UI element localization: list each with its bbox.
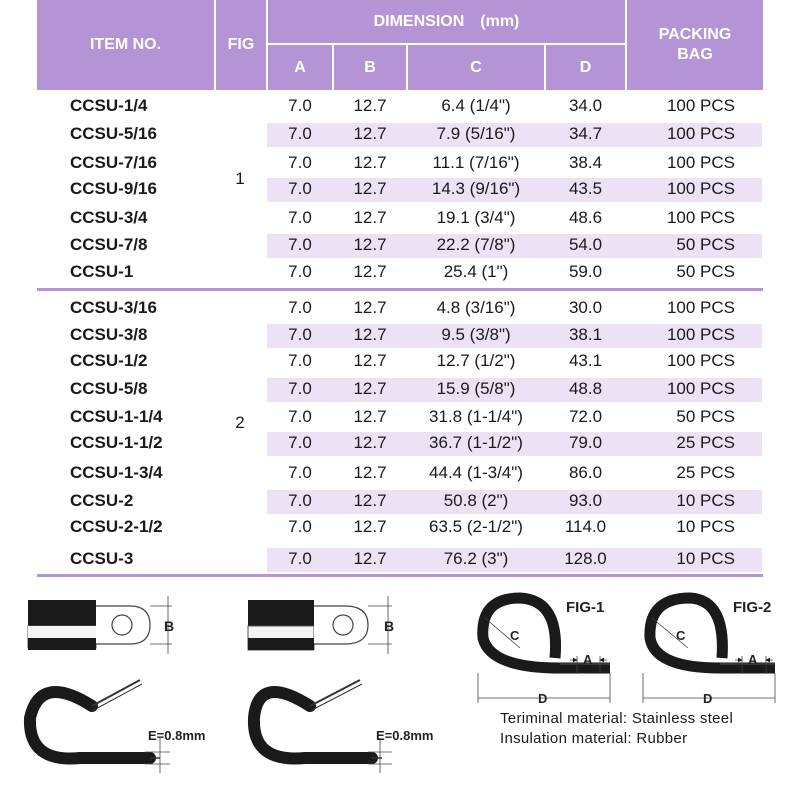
a-cell: 7.0 bbox=[288, 235, 312, 254]
header-b: B bbox=[334, 45, 406, 90]
d-cell: 48.6 bbox=[568, 208, 603, 227]
item-no-cell: CCSU-3 bbox=[70, 549, 134, 568]
fig2-label-a: A bbox=[748, 652, 758, 667]
a-cell: 7.0 bbox=[288, 549, 312, 568]
d-cell: 86.0 bbox=[568, 463, 603, 482]
d-cell: 114.0 bbox=[564, 517, 607, 536]
item-no-cell: CCSU-7/16 bbox=[70, 153, 157, 172]
c-cell: 7.9 (5/16") bbox=[436, 124, 516, 143]
d-cell: 30.0 bbox=[568, 298, 603, 317]
pack-cell: 100 PCS bbox=[666, 298, 735, 317]
b-cell: 12.7 bbox=[353, 179, 387, 198]
a-cell: 7.0 bbox=[288, 517, 312, 536]
a-cell: 7.0 bbox=[288, 153, 312, 172]
header-packing-bag: PACKING BAG bbox=[627, 0, 763, 90]
d-cell: 72.0 bbox=[568, 407, 603, 426]
c-cell: 12.7 (1/2") bbox=[436, 351, 516, 370]
item-no-cell: CCSU-1 bbox=[70, 262, 134, 281]
item-no-cell: CCSU-2-1/2 bbox=[70, 517, 163, 536]
fig2-label: FIG-2 bbox=[733, 599, 772, 616]
a-cell: 7.0 bbox=[288, 463, 312, 482]
diagram-label-b-2: B bbox=[384, 618, 395, 634]
c-cell: 22.2 (7/8") bbox=[436, 235, 516, 254]
b-cell: 12.7 bbox=[353, 517, 387, 536]
header-a: A bbox=[268, 45, 332, 90]
fig1-diagram bbox=[478, 598, 610, 706]
item-no-cell: CCSU-1-1/2 bbox=[70, 433, 163, 452]
b-cell: 12.7 bbox=[353, 96, 387, 115]
c-cell: 63.5 (2-1/2") bbox=[429, 517, 523, 536]
a-cell: 7.0 bbox=[288, 208, 312, 227]
pack-cell: 50 PCS bbox=[676, 262, 735, 281]
fig2-label-c: C bbox=[676, 628, 686, 643]
header-c: C bbox=[408, 45, 544, 90]
a-cell: 7.0 bbox=[288, 351, 312, 370]
pack-cell: 100 PCS bbox=[666, 379, 735, 398]
d-cell: 59.0 bbox=[568, 262, 603, 281]
pack-cell: 10 PCS bbox=[676, 549, 735, 568]
pack-cell: 100 PCS bbox=[666, 124, 735, 143]
c-cell: 44.4 (1-3/4") bbox=[429, 463, 523, 482]
c-cell: 31.8 (1-1/4") bbox=[429, 407, 523, 426]
fig1-label: FIG-1 bbox=[566, 599, 605, 616]
header-item-no: ITEM NO. bbox=[37, 0, 214, 90]
d-cell: 34.7 bbox=[568, 124, 603, 143]
pack-cell: 50 PCS bbox=[676, 235, 735, 254]
a-cell: 7.0 bbox=[288, 433, 312, 452]
c-cell: 19.1 (3/4") bbox=[436, 208, 516, 227]
group-separator bbox=[37, 288, 763, 291]
header-d: D bbox=[546, 45, 625, 90]
diagram-label-e-2: E=0.8mm bbox=[376, 728, 434, 743]
d-cell: 34.0 bbox=[568, 96, 603, 115]
b-cell: 12.7 bbox=[353, 351, 387, 370]
d-cell: 79.0 bbox=[568, 433, 603, 452]
a-cell: 7.0 bbox=[288, 379, 312, 398]
fig-number: 2 bbox=[235, 413, 245, 432]
item-no-cell: CCSU-5/8 bbox=[70, 379, 148, 398]
item-no-cell: CCSU-3/8 bbox=[70, 325, 148, 344]
b-cell: 12.7 bbox=[353, 124, 387, 143]
diagram-label-b-1: B bbox=[164, 618, 175, 634]
b-cell: 12.7 bbox=[353, 262, 387, 281]
fig1-label-c: C bbox=[510, 628, 520, 643]
clamp-diagrams bbox=[0, 578, 800, 803]
b-cell: 12.7 bbox=[353, 433, 387, 452]
d-cell: 43.1 bbox=[568, 351, 603, 370]
pack-cell: 100 PCS bbox=[666, 179, 735, 198]
item-no-cell: CCSU-3/16 bbox=[70, 298, 157, 317]
d-cell: 54.0 bbox=[568, 235, 603, 254]
item-no-cell: CCSU-3/4 bbox=[70, 208, 148, 227]
pack-cell: 100 PCS bbox=[666, 351, 735, 370]
fig2-diagram bbox=[643, 598, 775, 706]
fig-number: 1 bbox=[235, 169, 245, 188]
d-cell: 93.0 bbox=[568, 491, 603, 510]
d-cell: 38.1 bbox=[568, 325, 603, 344]
a-cell: 7.0 bbox=[288, 407, 312, 426]
b-cell: 12.7 bbox=[353, 235, 387, 254]
b-cell: 12.7 bbox=[353, 549, 387, 568]
b-cell: 12.7 bbox=[353, 325, 387, 344]
d-cell: 48.8 bbox=[568, 379, 603, 398]
pack-cell: 50 PCS bbox=[676, 407, 735, 426]
c-cell: 50.8 (2") bbox=[443, 491, 509, 510]
b-cell: 12.7 bbox=[353, 463, 387, 482]
pack-cell: 100 PCS bbox=[666, 208, 735, 227]
pack-cell: 10 PCS bbox=[676, 517, 735, 536]
b-cell: 12.7 bbox=[353, 407, 387, 426]
b-cell: 12.7 bbox=[353, 153, 387, 172]
c-cell: 4.8 (3/16") bbox=[436, 298, 516, 317]
clamp-side-view-2 bbox=[254, 680, 434, 773]
item-no-cell: CCSU-5/16 bbox=[70, 124, 157, 143]
item-no-cell: CCSU-1-3/4 bbox=[70, 463, 163, 482]
a-cell: 7.0 bbox=[288, 262, 312, 281]
fig1-label-d: D bbox=[538, 691, 548, 706]
a-cell: 7.0 bbox=[288, 491, 312, 510]
diagram-label-e-1: E=0.8mm bbox=[148, 728, 206, 743]
a-cell: 7.0 bbox=[288, 179, 312, 198]
clamp-side-view-1 bbox=[30, 680, 206, 773]
table-bottom-rule bbox=[37, 574, 763, 577]
fig1-label-a: A bbox=[583, 652, 593, 667]
clamp-top-view-2 bbox=[248, 596, 394, 654]
item-no-cell: CCSU-1-1/4 bbox=[70, 407, 163, 426]
b-cell: 12.7 bbox=[353, 379, 387, 398]
item-no-cell: CCSU-2 bbox=[70, 491, 134, 510]
c-cell: 25.4 (1") bbox=[443, 262, 509, 281]
a-cell: 7.0 bbox=[288, 298, 312, 317]
c-cell: 15.9 (5/8") bbox=[436, 379, 516, 398]
c-cell: 36.7 (1-1/2") bbox=[429, 433, 523, 452]
pack-cell: 10 PCS bbox=[676, 491, 735, 510]
c-cell: 11.1 (7/16") bbox=[432, 153, 520, 172]
a-cell: 7.0 bbox=[288, 96, 312, 115]
d-cell: 128.0 bbox=[564, 549, 607, 568]
b-cell: 12.7 bbox=[353, 208, 387, 227]
terminal-material: Teriminal material: Stainless steel bbox=[500, 710, 734, 727]
clamp-top-view-1 bbox=[28, 596, 174, 654]
pack-cell: 25 PCS bbox=[676, 463, 735, 482]
pack-cell: 100 PCS bbox=[666, 96, 735, 115]
fig2-label-d: D bbox=[703, 691, 713, 706]
header-dimension: DIMENSION (mm) bbox=[268, 0, 625, 43]
b-cell: 12.7 bbox=[353, 298, 387, 317]
c-cell: 76.2 (3") bbox=[443, 549, 509, 568]
c-cell: 6.4 (1/4") bbox=[441, 96, 511, 115]
c-cell: 14.3 (9/16") bbox=[431, 179, 521, 198]
pack-cell: 100 PCS bbox=[666, 153, 735, 172]
item-no-cell: CCSU-1/4 bbox=[70, 96, 148, 115]
c-cell: 9.5 (3/8") bbox=[441, 325, 511, 344]
d-cell: 43.5 bbox=[568, 179, 603, 198]
insulation-material: Insulation material: Rubber bbox=[500, 730, 688, 747]
a-cell: 7.0 bbox=[288, 124, 312, 143]
item-no-cell: CCSU-7/8 bbox=[70, 235, 148, 254]
item-no-cell: CCSU-1/2 bbox=[70, 351, 148, 370]
b-cell: 12.7 bbox=[353, 491, 387, 510]
item-no-cell: CCSU-9/16 bbox=[70, 179, 157, 198]
pack-cell: 100 PCS bbox=[666, 325, 735, 344]
pack-cell: 25 PCS bbox=[676, 433, 735, 452]
a-cell: 7.0 bbox=[288, 325, 312, 344]
header-fig: FIG bbox=[216, 0, 266, 90]
d-cell: 38.4 bbox=[568, 153, 603, 172]
